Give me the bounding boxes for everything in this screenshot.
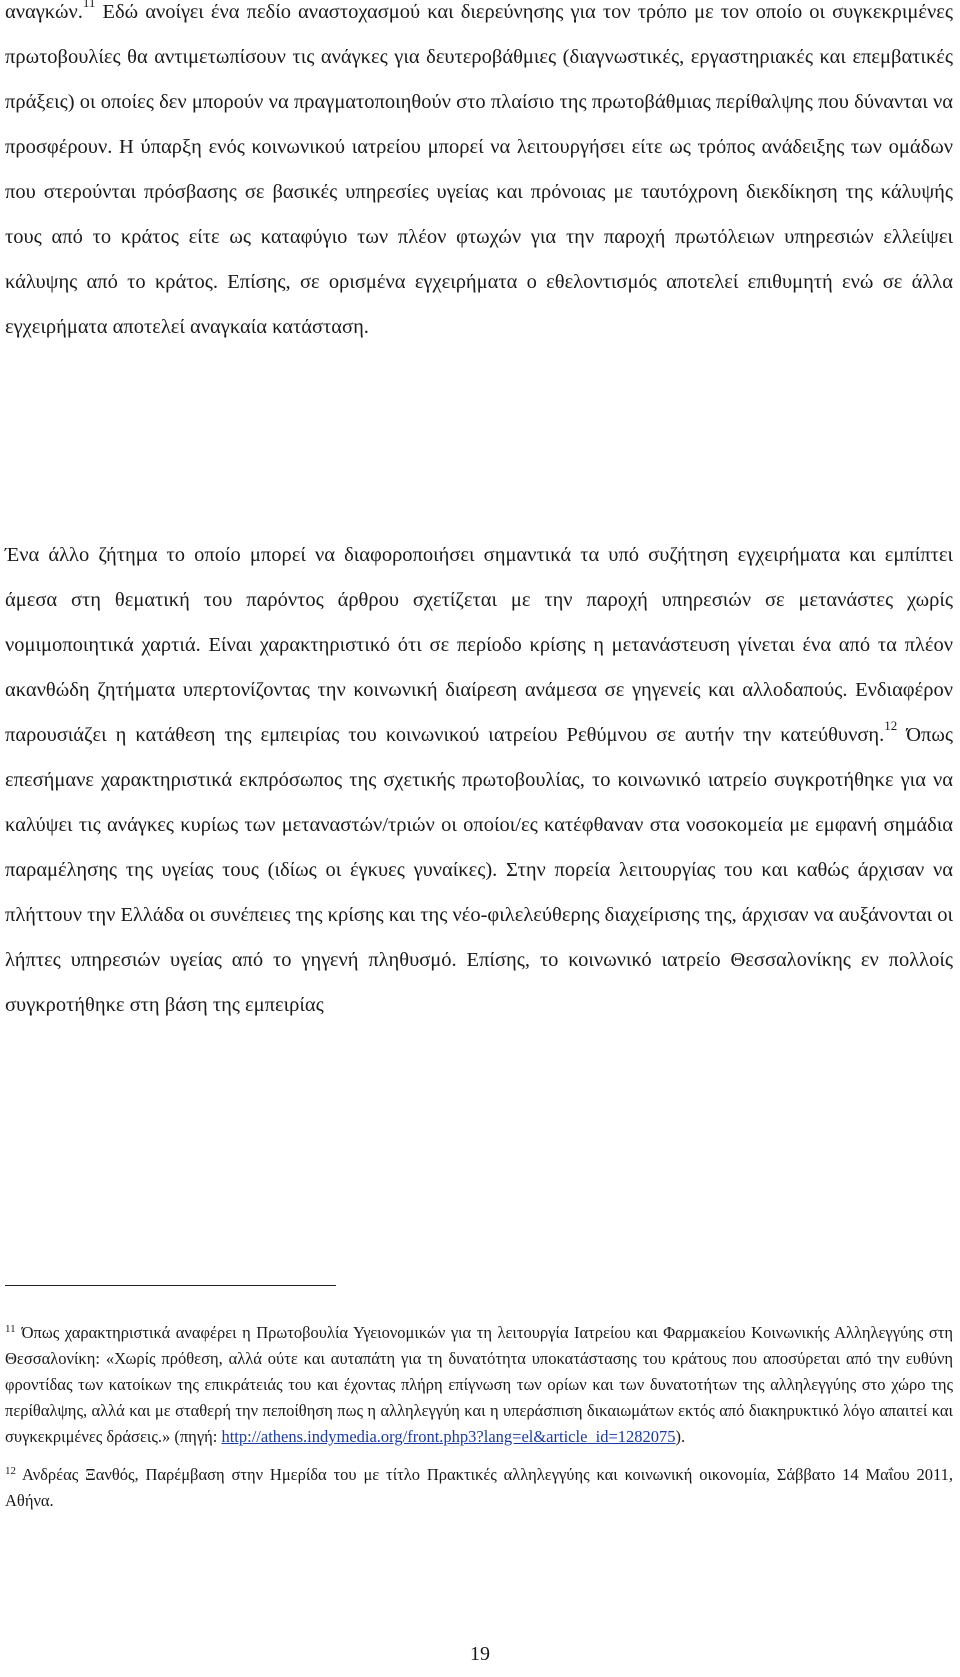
body-paragraph-2: [5, 533, 953, 1028]
footnote-number-11: 11: [5, 1322, 16, 1335]
footnote-separator: [5, 1285, 336, 1286]
footnote-ref-11[interactable]: 11: [82, 0, 96, 11]
footnote-11-closing: ).: [675, 1427, 686, 1446]
footnotes-section: [5, 1320, 953, 1526]
footnote-12-text: Ανδρέας Ξανθός, Παρέμβαση στην Ημερίδα του με τίτλο Πρακτικές αλληλεγγύης και κοινωνική οικονομία, Σάββατο 14 Μαΐου 2011, Αθήνα.: [5, 1465, 953, 1510]
page-number: 19: [470, 1643, 490, 1665]
paragraph-2-text-a: Ένα άλλο ζήτημα το οποίο μπορεί να διαφοροποιήσει σημαντικά τα υπό συζήτηση εγχειρήματα και εμπίπτει άμεσα στη θεματική του παρόντος άρθρου σχετίζεται με την παροχή υπηρεσιών σε μετανάστες χωρίς νομιμοποιητικά χαρτιά. Είναι χαρακτηριστικό ότι σε περίοδο κρίσης η μετανάστευση γίνεται ένα από τα πλέον ακανθώδη ζητήματα υπερτονίζοντας την κοινωνική διαίρεση ανάμεσα σε γηγενείς και αλλοδαπούς. Ενδιαφέρον παρουσιάζει η κατάθεση της εμπειρίας του κοινωνικού ιατρείου Ρεθύμνου σε αυτήν την κατεύθυνση.: [5, 544, 953, 746]
paragraph-1-text-b: Εδώ ανοίγει ένα πεδίο αναστοχασμού και διερεύνησης για τον τρόπο με τον οποίο οι συγκεκριμένες πρωτοβουλίες θα αντιμετωπίσουν τις ανάγκες για δευτεροβάθμιες (διαγνωστικές, εργαστηριακές και επεμβατικές πράξεις) οι οποίες δεν μπορούν να πραγματοποιηθούν στο πλαίσιο της πρωτοβάθμιας περίθαλψης που δύνανται να προσφέρουν. Η ύπαρξη ενός κοινωνικού ιατρείου μπορεί να λειτουργήσει είτε ως τρόπος ανάδειξης των ομάδων που στερούνται πρόσβασης σε βασικές υπηρεσίες υγείας και πρόνοιας με ταυτόχρονη διεκδίκηση της κάλυψής τους από το κράτος είτε ως καταφύγιο των πλέον φτωχών για την παροχή πρωτόλειων υπηρεσιών ελλείψει κάλυψης από το κράτος. Επίσης, σε ορισμένα εγχειρήματα ο εθελοντισμός αποτελεί επιθυμητή ενώ σε άλλα εγχειρήματα αποτελεί αναγκαία κατάσταση.: [5, 1, 953, 338]
paragraph-2-text-b: Όπως επεσήμανε χαρακτηριστικά εκπρόσωπος της σχετικής πρωτοβουλίας, το κοινωνικό ιατρείο συγκροτήθηκε για να καλύψει τις ανάγκες κυρίως των μεταναστών/τριών οι οποίοι/ες κατέφθαναν στα νοσοκομεία με εμφανή σημάδια παραμέλησης της υγείας τους (ιδίως οι έγκυες γυναίκες). Στην πορεία λειτουργίας του και καθώς άρχισαν να πλήττουν την Ελλάδα οι συνέπειες της κρίσης και της νέο-φιλελεύθερης διαχείρισης της, άρχισαν να αυξάνονται οι λήπτες υπηρεσιών υγείας από το γηγενή πληθυσμό. Επίσης, το κοινωνικό ιατρείο Θεσσαλονίκης εν πολλοίς συγκροτήθηκε στη βάση της εμπειρίας: [5, 724, 954, 1016]
body-paragraph-1: [5, 0, 953, 350]
footnote-11-text: Όπως χαρακτηριστικά αναφέρει η Πρωτοβουλία Υγειονομικών για τη λειτουργία Ιατρείου και Φαρμακείου Κοινωνικής Αλληλεγγύης στη Θεσσαλονίκη: «Χωρίς πρόθεση, αλλά ούτε και αυταπάτη για τη δυνατότητα υποκατάστασης του κράτους που αποσύρεται από την ευθύνη φροντίδας των κατοίκων της επικράτειάς του και έχοντας πλήρη επίγνωση των ορίων και των δυνατοτήτων της αλληλεγγύης στο χώρο της περίθαλψης, αλλά και με σταθερή την πεποίθηση πως η αλληλεγγύη και η υπεράσπιση δικαιωμάτων εκτός από διακηρυκτικό λόγο απαιτεί και συγκεκριμένες δράσεις.» (πηγή:: [5, 1323, 953, 1446]
footnote-12: [5, 1462, 953, 1514]
footnote-ref-12[interactable]: 12: [884, 718, 898, 734]
footnote-11-source-link[interactable]: http://athens.indymedia.org/front.php3?lang=el&article_id=1282075: [221, 1427, 676, 1446]
footnote-number-12: 12: [5, 1464, 16, 1477]
paragraph-1-text-a: αναγκών.: [5, 1, 83, 23]
footnote-11: [5, 1320, 953, 1450]
